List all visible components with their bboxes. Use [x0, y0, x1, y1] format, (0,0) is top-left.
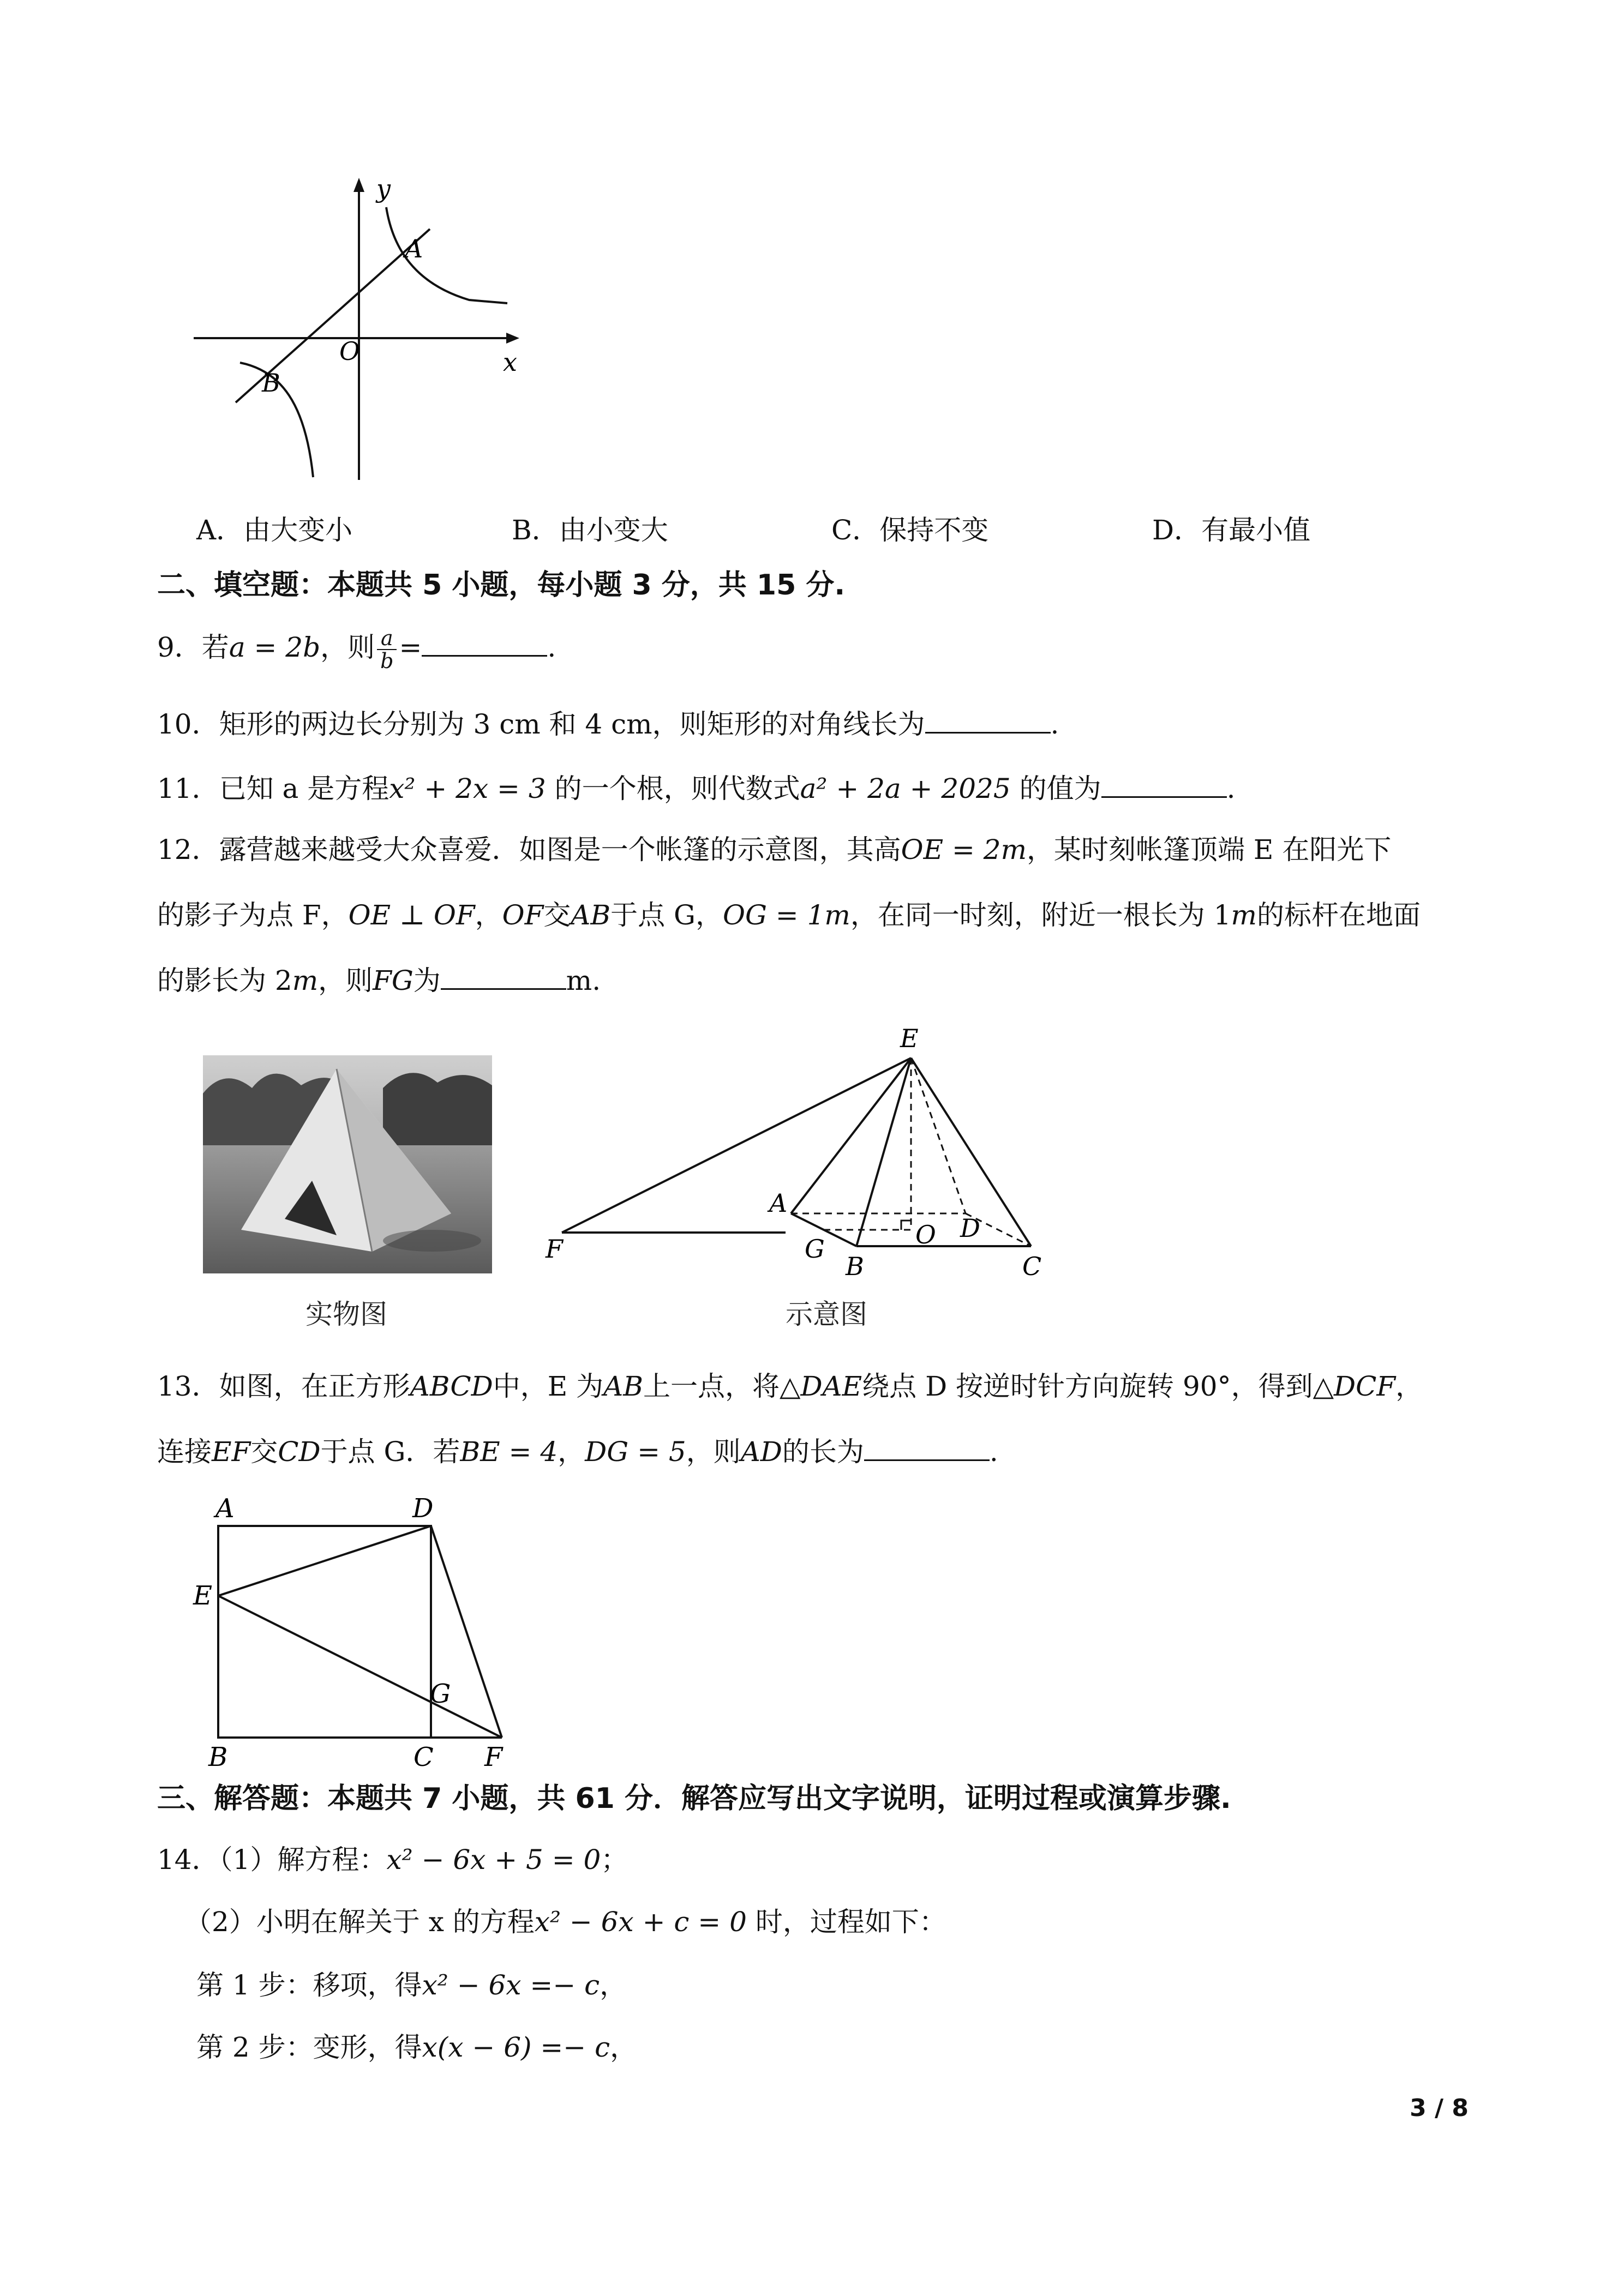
q9-equals: = — [399, 632, 422, 663]
question-14-part-1 — [157, 1842, 628, 1877]
q14-math: x(x − 6) =− c — [422, 2031, 610, 2063]
square-figure — [185, 1489, 535, 1772]
q14-text: 14．（1）解方程： — [157, 1844, 387, 1876]
q13-text: 绕点 D 按逆时针方向旋转 90°，得到△ — [862, 1371, 1334, 1402]
y-axis-label: y — [376, 175, 391, 203]
square-label-d: D — [412, 1493, 434, 1524]
q12-text: 的影长为 2 — [157, 965, 292, 996]
section-2-heading: 二、填空题：本题共 5 小题，每小题 3 分，共 15 分. — [157, 569, 846, 602]
square-label-b: B — [208, 1742, 228, 1772]
tent-label-d: D — [960, 1213, 980, 1243]
q9-numerator: a — [377, 627, 397, 650]
origin-label: O — [339, 336, 360, 366]
question-14-step-1 — [196, 1968, 627, 2003]
q13-math: ABCD — [410, 1371, 493, 1402]
q12-text: ，某时刻帐篷顶端 E 在阳光下 — [1027, 834, 1392, 865]
section-3-heading: 三、解答题：本题共 7 小题，共 61 分．解答应写出文字说明，证明过程或演算步骤. — [157, 1782, 1231, 1815]
answer-blank — [441, 963, 566, 990]
q14-text: ； — [601, 1844, 628, 1876]
option-d — [1152, 513, 1310, 548]
square-label-f: F — [484, 1742, 503, 1772]
q13-math: DCF — [1334, 1371, 1396, 1402]
q13-math: CD — [278, 1436, 321, 1468]
x-axis-arrow-icon — [506, 333, 519, 344]
q14-text: 时，过程如下： — [746, 1906, 946, 1938]
point-a-label: A — [405, 234, 423, 263]
q13-text: 上一点，将△ — [643, 1371, 801, 1402]
option-c-letter: C． — [831, 514, 880, 546]
q14-text: 第 2 步：变形，得 — [196, 2031, 422, 2063]
tent-schematic — [529, 1020, 1053, 1282]
question-10 — [157, 707, 1059, 742]
q11-suffix: 的值为 — [1010, 773, 1101, 804]
option-c — [831, 513, 988, 548]
answer-blank — [925, 707, 1051, 734]
q9-condition: a = 2b — [229, 632, 321, 663]
q10-end: . — [1050, 708, 1059, 740]
tent-label-g: G — [805, 1234, 825, 1264]
tent-label-b: B — [846, 1252, 864, 1281]
q13-math: AB — [603, 1371, 644, 1402]
q13-text: 的长为 — [782, 1436, 864, 1468]
q13-text: 连接 — [157, 1436, 212, 1468]
q14-text: （2）小明在解关于 x 的方程 — [184, 1906, 535, 1938]
q12-text: 的标杆在地面 — [1256, 899, 1421, 931]
q12-text: ，在同一时刻，附近一根长为 1 — [850, 899, 1231, 931]
q12-math: OG = 1m — [722, 899, 850, 931]
q14-text: ， — [600, 1969, 627, 2001]
q13-text: 交 — [250, 1436, 278, 1468]
option-c-text: 保持不变 — [879, 514, 989, 546]
question-13-line-2 — [157, 1434, 998, 1469]
q14-text: 第 1 步：移项，得 — [196, 1969, 422, 2001]
tent-label-a: A — [769, 1188, 788, 1218]
tent-label-c: C — [1022, 1252, 1042, 1281]
q12-unit: m. — [566, 965, 601, 996]
q13-text: ， — [558, 1436, 585, 1468]
q13-math: BE = 4 — [460, 1436, 558, 1468]
q12-text: ， — [475, 899, 502, 931]
q13-text: ， — [1395, 1371, 1423, 1402]
function-graph — [185, 175, 546, 491]
q12-math: FG — [373, 965, 414, 996]
square-label-c: C — [414, 1742, 434, 1772]
x-axis-label: x — [503, 347, 517, 377]
q12-text: ，则 — [318, 965, 373, 996]
tent-label-f: F — [546, 1234, 563, 1264]
q9-prefix: 9．若 — [157, 632, 229, 663]
q14-math: x² − 6x + 5 = 0 — [386, 1844, 601, 1876]
option-a — [196, 513, 352, 548]
q12-text: 为 — [413, 965, 441, 996]
q12-math: m — [292, 965, 319, 996]
q12-text: 交 — [543, 899, 571, 931]
question-13-line-1 — [157, 1369, 1423, 1404]
q14-math: x² − 6x =− c — [422, 1969, 600, 2001]
square-label-a: A — [215, 1493, 235, 1524]
q12-text: 于点 G， — [610, 899, 723, 931]
q12-text: 的影子为点 F， — [157, 899, 349, 931]
option-a-text: 由大变小 — [243, 514, 353, 546]
square-label-g: G — [430, 1679, 451, 1709]
tent-label-e: E — [900, 1024, 919, 1053]
q13-end: . — [989, 1436, 998, 1468]
option-a-letter: A． — [196, 514, 244, 546]
q13-math: AD — [740, 1436, 782, 1468]
q11-mid: 的一个根，则代数式 — [546, 773, 800, 804]
answer-blank — [422, 630, 547, 657]
q9-mid: ，则 — [320, 632, 375, 663]
y-axis-arrow-icon — [353, 178, 364, 192]
answer-blank — [1101, 771, 1227, 798]
q9-end: . — [547, 632, 556, 663]
question-9 — [157, 627, 556, 672]
q9-denominator: b — [380, 649, 394, 673]
q13-text: 于点 G．若 — [320, 1436, 460, 1468]
tent-label-o: O — [915, 1220, 936, 1249]
photo-caption: 实物图 — [305, 1299, 387, 1330]
q14-math: x² − 6x + c = 0 — [534, 1906, 747, 1938]
q9-fraction — [377, 627, 397, 672]
page-number: 3 / 8 — [1410, 2094, 1469, 2122]
answer-blank — [864, 1434, 990, 1461]
option-d-text: 有最小值 — [1201, 514, 1311, 546]
q12-math: m — [1231, 899, 1257, 931]
square-label-e: E — [193, 1580, 213, 1611]
q10-text: 10．矩形的两边长分别为 3 cm 和 4 cm，则矩形的对角线长为 — [157, 708, 925, 740]
question-12-line-1 — [157, 832, 1391, 867]
tent-photo — [203, 1055, 492, 1273]
question-14-part-2 — [184, 1904, 946, 1939]
point-b-label: B — [262, 368, 280, 398]
q11-end: . — [1226, 773, 1236, 804]
question-11 — [157, 771, 1235, 806]
q11-prefix: 11．已知 a 是方程 — [157, 773, 389, 804]
q12-math: OE ⊥ OF — [348, 899, 475, 931]
question-14-step-2 — [196, 2030, 637, 2065]
option-b — [512, 513, 668, 548]
q13-text: 中，E 为 — [493, 1371, 604, 1402]
option-d-letter: D． — [1152, 514, 1202, 546]
q12-math: AB — [571, 899, 611, 931]
q14-text: ， — [610, 2031, 638, 2063]
q12-math: OF — [502, 899, 544, 931]
q12-text: 12．露营越来越受大众喜爱．如图是一个帐篷的示意图，其高 — [157, 834, 901, 865]
option-b-text: 由小变大 — [559, 514, 668, 546]
q13-text: ，则 — [686, 1436, 741, 1468]
q11-expression: a² + 2a + 2025 — [800, 773, 1011, 804]
option-b-letter: B． — [512, 514, 559, 546]
q13-math: DG = 5 — [585, 1436, 686, 1468]
question-12-line-3 — [157, 963, 601, 998]
q13-text: 13．如图，在正方形 — [157, 1371, 410, 1402]
question-12-line-2 — [157, 898, 1421, 933]
q13-math: DAE — [800, 1371, 862, 1402]
schematic-caption: 示意图 — [786, 1299, 867, 1330]
q13-math: EF — [212, 1436, 251, 1468]
q12-math: OE = 2m — [901, 834, 1027, 865]
q11-equation: x² + 2x = 3 — [389, 773, 546, 804]
